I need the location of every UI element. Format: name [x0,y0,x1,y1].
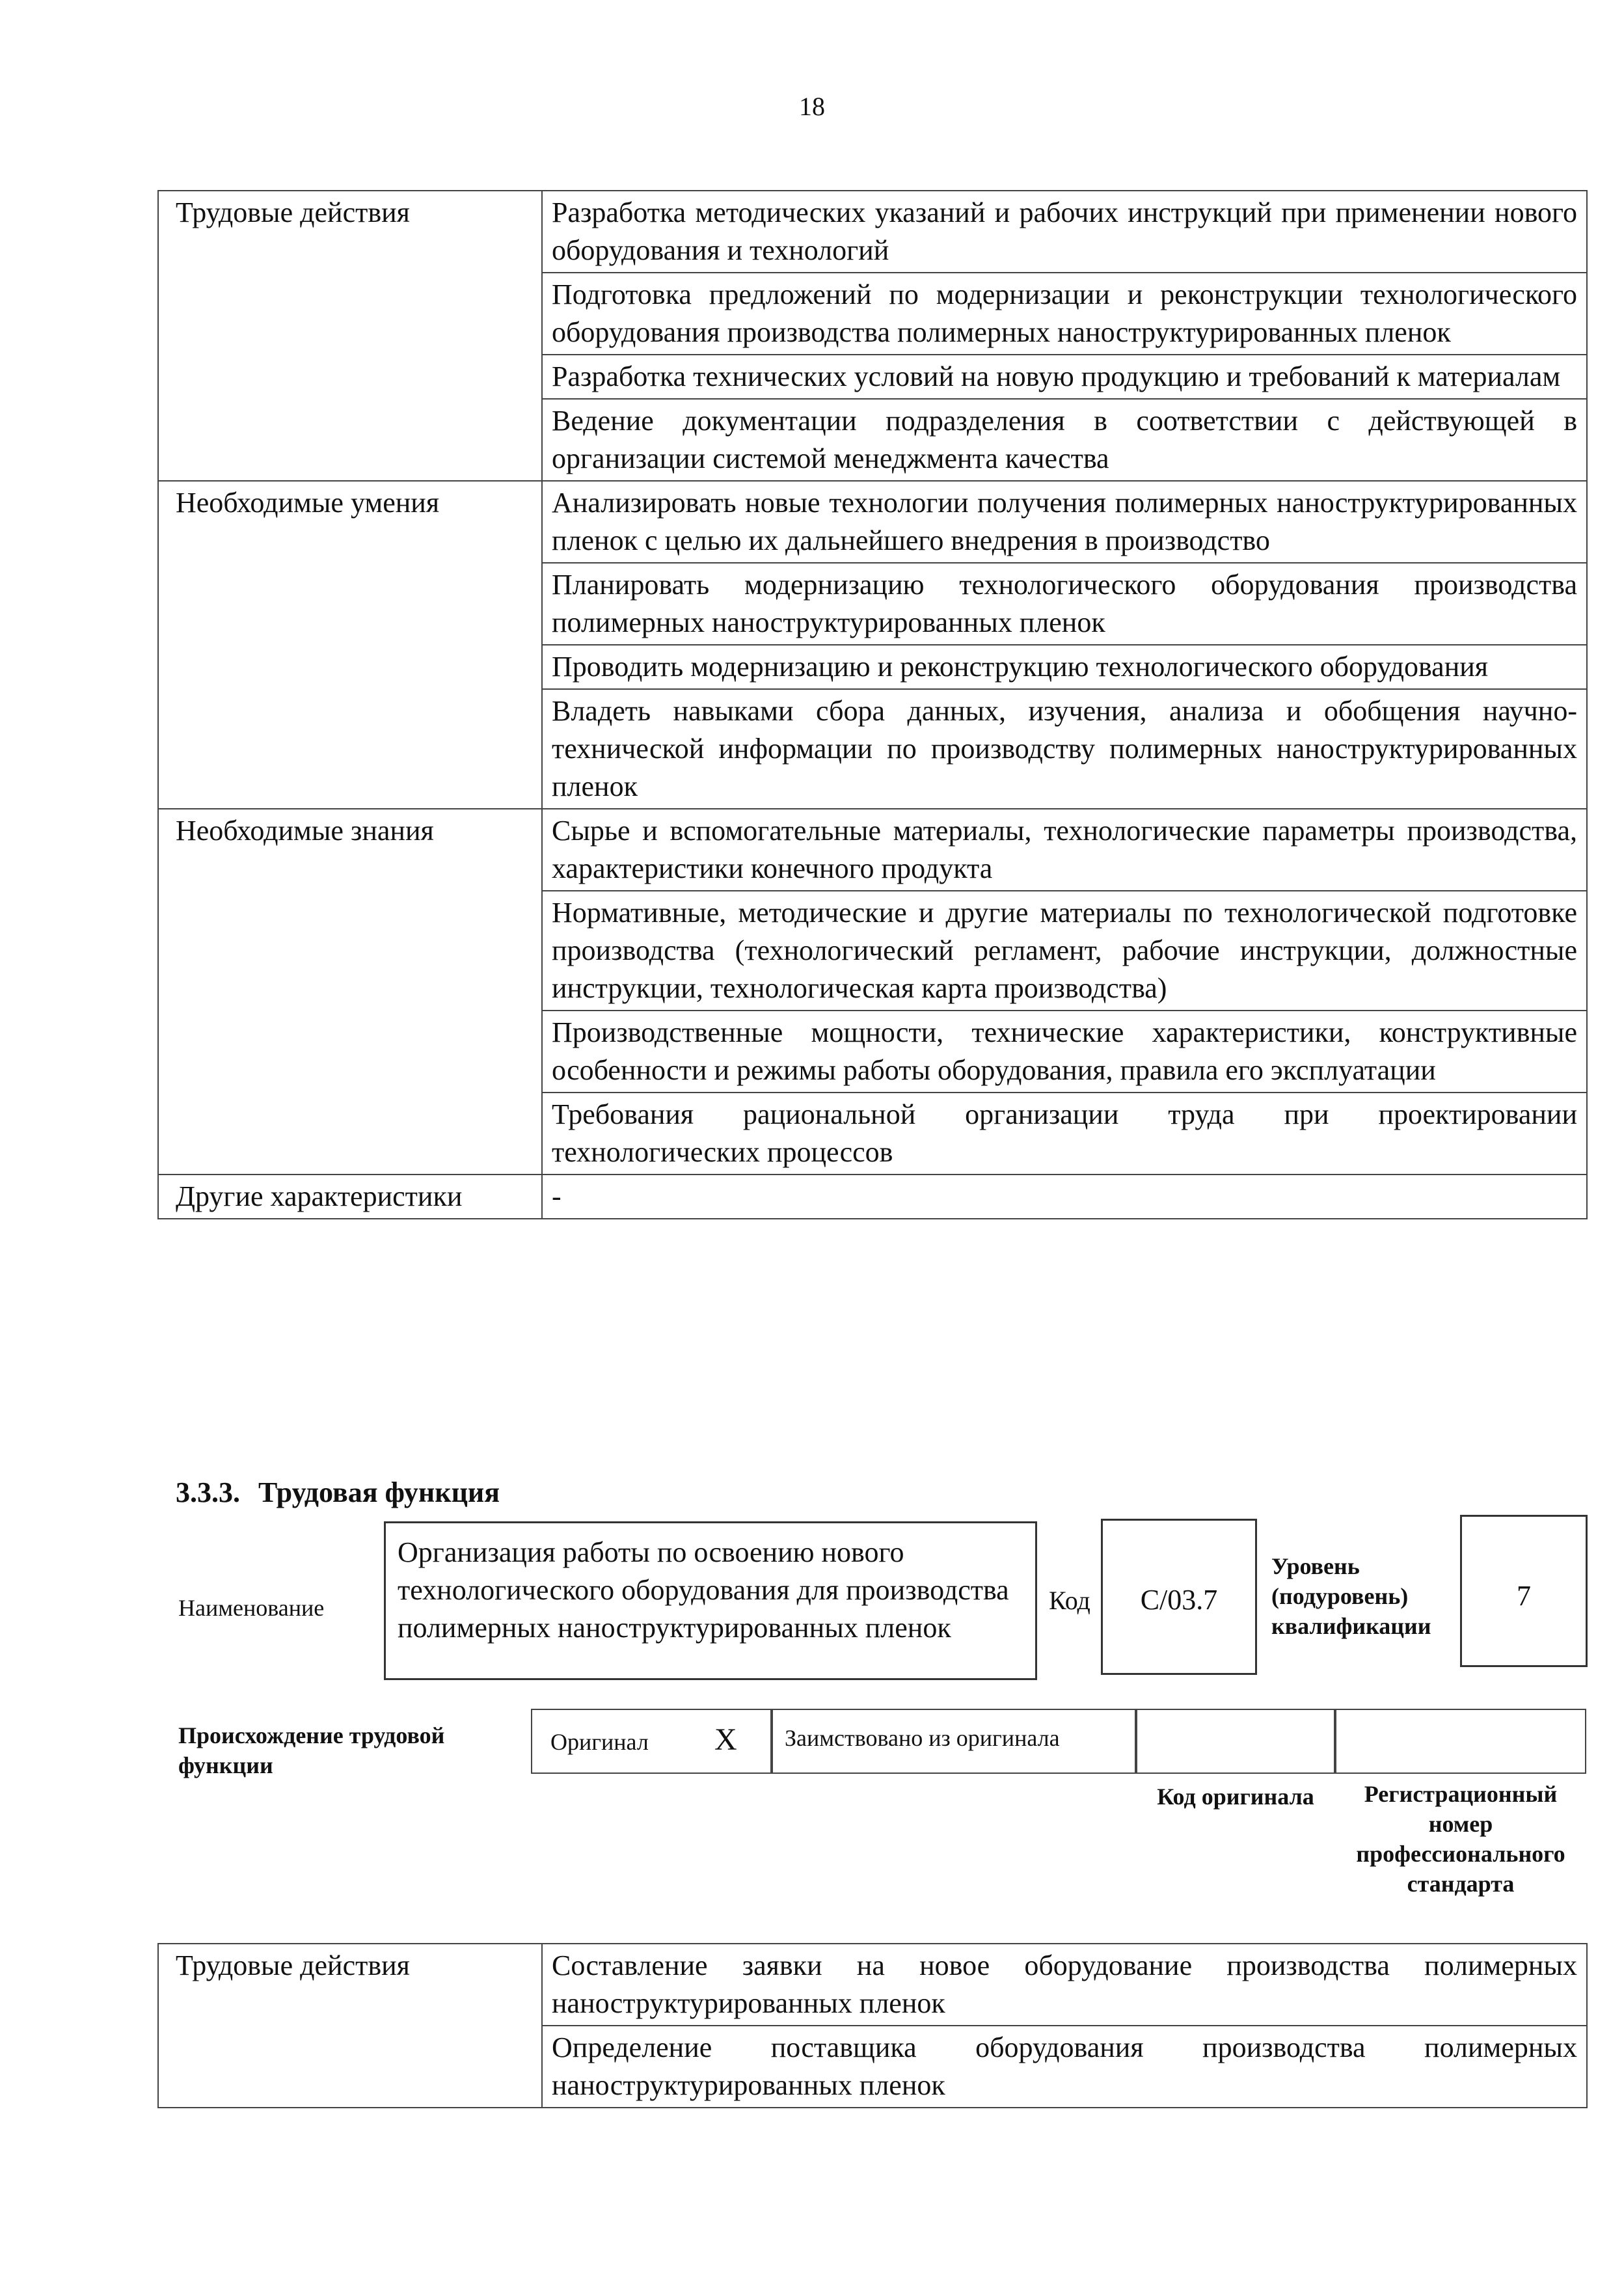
function-name-box: Организация работы по освоению нового технологического оборудования для производства полимерных наноструктурированных пленок [384,1521,1037,1680]
original-code-cell [1136,1709,1335,1774]
table-cell: Требования рациональной организации труда при проектировании технологических процессов [542,1093,1587,1175]
qualification-level-box: 7 [1460,1515,1588,1667]
table-cell: Планировать модернизацию технологического оборудования производства полимерных наноструктурированных пленок [542,563,1587,645]
table-row [158,1944,1587,2026]
table-cell: Проводить модернизацию и реконструкцию технологического оборудования [542,645,1587,689]
origin-row [531,1709,1586,1774]
table-cell: Подготовка предложений по модернизации и реконструкции технологического оборудования производства полимерных наноструктурированных пленок [542,273,1587,355]
table-cell: Определение поставщика оборудования производства полимерных наноструктурированных пленок [542,2026,1587,2108]
row-label-labor-actions: Трудовые действия [158,191,542,481]
original-code-caption: Код оригинала [1157,1784,1314,1810]
table-cell: Владеть навыками сбора данных, изучения, анализа и обобщения научно-технической информации по производству полимерных наноструктурированных пленок [542,689,1587,809]
table-cell: Производственные мощности, технические характеристики, конструктивные особенности и режимы работы оборудования, правила его эксплуатации [542,1011,1587,1093]
table-row [158,481,1587,563]
table-cell: - [542,1175,1587,1219]
section-title: Трудовая функция [258,1476,500,1508]
table-cell: Составление заявки на новое оборудование производства полимерных наноструктурированных пленок [542,1944,1587,2026]
qualification-level-label: Уровень (подуровень) квалификации [1271,1553,1431,1639]
borrowed-cell [772,1709,1136,1774]
table-row [158,1175,1587,1219]
row-label-other-characteristics: Другие характеристики [158,1175,542,1219]
registration-number-cell [1335,1709,1586,1774]
original-mark: X [714,1722,737,1757]
table-row [158,191,1587,273]
section-number: 3.3.3. [176,1476,240,1508]
labor-function-table-1 [157,190,1588,1219]
table-cell: Анализировать новые технологии получения полимерных наноструктурированных пленок с целью их дальнейшего внедрения в производство [542,481,1587,563]
table-cell: Ведение документации подразделения в соответствии с действующей в организации системой менеджмента качества [542,399,1587,481]
original-label: Оригинал [550,1729,649,1755]
row-label-required-knowledge: Необходимые знания [158,809,542,1175]
page-number: 18 [799,92,825,121]
code-label: Код [1049,1586,1090,1615]
section-heading [176,1476,500,1509]
code-box: С/03.7 [1101,1519,1257,1675]
table-cell: Сырье и вспомогательные материалы, технологические параметры производства, характеристики конечного продукта [542,809,1587,891]
origin-label: Происхождение трудовой функции [178,1722,445,1778]
registration-number-caption: Регистрационный номер профессионального стандарта [1356,1781,1565,1897]
borrowed-label: Заимствовано из оригинала [785,1725,1060,1751]
table-cell: Нормативные, методические и другие материалы по технологической подготовке производства (технологический регламент, рабочие инструкции, должностные инструкции, технологическая карта производства) [542,891,1587,1011]
original-cell [531,1709,772,1774]
row-label-required-skills: Необходимые умения [158,481,542,809]
row-label-labor-actions: Трудовые действия [158,1944,542,2108]
table-row [158,809,1587,891]
table-cell: Разработка методических указаний и рабочих инструкций при применении нового оборудования и технологий [542,191,1587,273]
labor-function-table-2 [157,1943,1588,2108]
table-cell: Разработка технических условий на новую продукцию и требований к материалам [542,355,1587,399]
name-label: Наименование [178,1595,325,1621]
